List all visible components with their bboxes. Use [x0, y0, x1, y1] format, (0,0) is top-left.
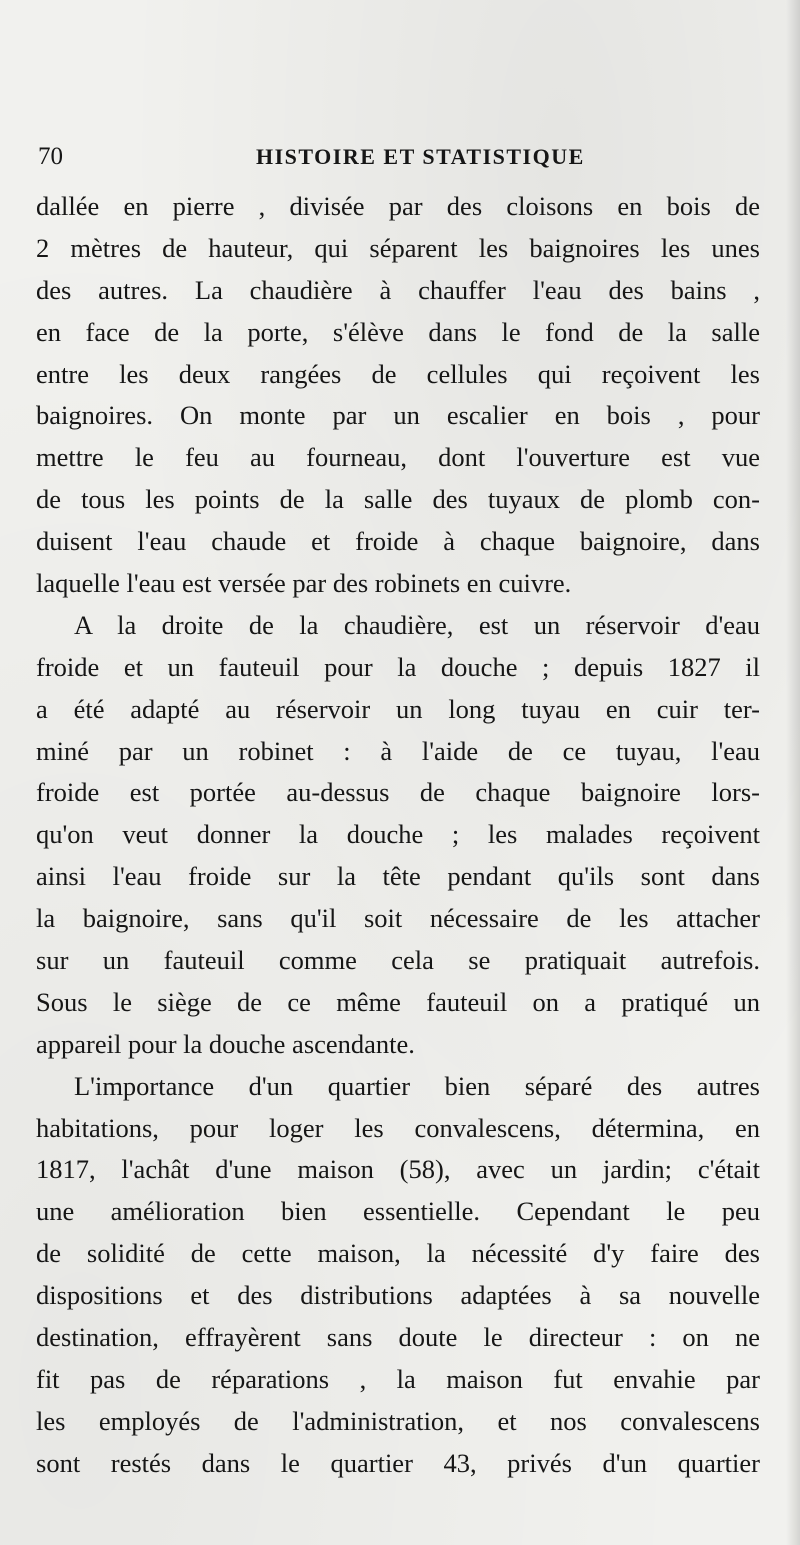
text-line: sur un fauteuil comme cela se pratiquait autrefois. [36, 945, 760, 976]
text-line: dispositions et des distributions adaptées à sa nouvelle [36, 1280, 760, 1311]
text-line: L'importance d'un quartier bien séparé des autres [74, 1070, 760, 1101]
text-line: A la droite de la chaudière, est un réservoir d'eau [74, 609, 760, 640]
text-line: entre les deux rangées de cellules qui reçoivent les [36, 358, 760, 389]
text-line: de solidité de cette maison, la nécessité d'y faire des [36, 1238, 760, 1269]
text-line: une amélioration bien essentielle. Cependant le peu [36, 1196, 760, 1227]
text-line: 1817, l'achât d'une maison (58), avec un jardin; c'était [36, 1154, 760, 1185]
text-line: laquelle l'eau est versée par des robinets en cuivre. [36, 568, 572, 599]
text-line: les employés de l'administration, et nos convalescens [36, 1405, 760, 1436]
text-line: sont restés dans le quartier 43, privés d'un quartier [36, 1447, 760, 1478]
body-text [36, 186, 760, 1485]
page-number: 70 [38, 143, 63, 170]
text-line: en face de la porte, s'élève dans le fond de la salle [36, 316, 760, 347]
text-line: ainsi l'eau froide sur la tête pendant qu'ils sont dans [36, 861, 760, 892]
text-line: la baignoire, sans qu'il soit nécessaire de les attacher [36, 903, 760, 934]
text-line: froide est portée au-dessus de chaque baignoire lors- [36, 777, 760, 808]
text-line: baignoires. On monte par un escalier en bois , pour [36, 400, 760, 431]
text-line: duisent l'eau chaude et froide à chaque baignoire, dans [36, 526, 760, 557]
text-line: de tous les points de la salle des tuyaux de plomb con- [36, 484, 760, 515]
text-line: mettre le feu au fourneau, dont l'ouverture est vue [36, 442, 760, 473]
text-line: appareil pour la douche ascendante. [36, 1028, 415, 1059]
text-line: destination, effrayèrent sans doute le directeur : on ne [36, 1322, 760, 1353]
text-line: habitations, pour loger les convalescens, détermina, en [36, 1112, 760, 1143]
text-line: miné par un robinet : à l'aide de ce tuyau, l'eau [36, 735, 760, 766]
text-line: froide et un fauteuil pour la douche ; depuis 1827 il [36, 651, 760, 682]
page-header [38, 140, 758, 174]
text-line: 2 mètres de hauteur, qui séparent les baignoires les unes [36, 232, 760, 263]
running-title: HISTOIRE ET STATISTIQUE [256, 144, 585, 169]
text-line: Sous le siège de ce même fauteuil on a pratiqué un [36, 986, 760, 1017]
text-line: a été adapté au réservoir un long tuyau en cuir ter- [36, 693, 760, 724]
text-line: fit pas de réparations , la maison fut envahie par [36, 1363, 760, 1394]
page-gutter-shadow [786, 0, 800, 1545]
text-line: dallée en pierre , divisée par des cloisons en bois de [36, 191, 760, 221]
text-line: des autres. La chaudière à chauffer l'eau des bains , [36, 274, 760, 305]
text-line: qu'on veut donner la douche ; les malades reçoivent [36, 819, 760, 850]
